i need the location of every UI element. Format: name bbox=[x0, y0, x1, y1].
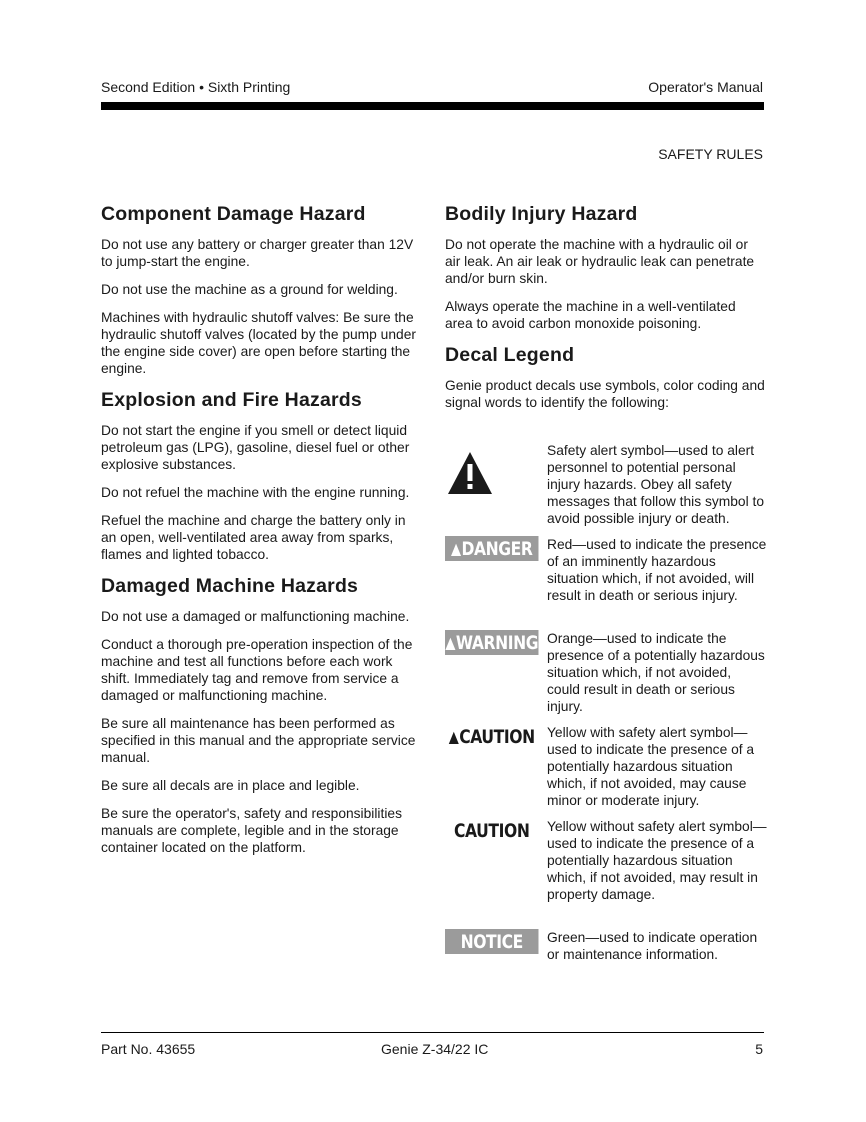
component-damage-p2: Do not use the machine as a ground for welding. bbox=[101, 282, 398, 297]
bodily-injury-heading: Bodily Injury Hazard bbox=[445, 203, 638, 225]
right-column bbox=[445, 202, 767, 962]
alert-triangle-icon: ▲ bbox=[450, 539, 461, 558]
alert-triangle-icon: ▲ bbox=[445, 633, 456, 652]
warning-badge bbox=[445, 630, 538, 655]
footer-page-number: 5 bbox=[755, 1041, 763, 1057]
caution-plain-badge-label: CAUTION bbox=[453, 819, 530, 842]
damaged-machine-p3: Be sure all maintenance has been performed as specified in this manual and the appropriate service manual. bbox=[101, 716, 416, 765]
decal-legend-heading: Decal Legend bbox=[445, 344, 575, 366]
header-edition: Second Edition • Sixth Printing bbox=[101, 79, 291, 95]
caution-badge-label: CAUTION bbox=[459, 725, 535, 748]
alert-triangle-icon: ▲ bbox=[448, 727, 459, 746]
notice-badge bbox=[445, 929, 538, 954]
left-column bbox=[101, 202, 423, 856]
decal-legend-list bbox=[445, 411, 767, 962]
explosion-fire-p2: Do not refuel the machine with the engine running. bbox=[101, 485, 410, 500]
damaged-machine-p5: Be sure the operator's, safety and responsibilities manuals are complete, legible and in the storage container located on the platform. bbox=[101, 806, 402, 855]
danger-badge-label: DANGER bbox=[461, 537, 533, 560]
header-manual-title: Operator's Manual bbox=[648, 79, 763, 95]
footer-rule bbox=[101, 1032, 764, 1033]
decal-item-danger bbox=[445, 536, 765, 622]
decal-item-caution-symbol bbox=[445, 724, 765, 810]
decal-text-safety-alert: Safety alert symbol—used to alert personnel to potential personal injury hazards. Obey all safety messages that follow this symbol to avoid possible injury or death. bbox=[547, 443, 765, 526]
decal-text-danger: Red—used to indicate the presence of an imminently hazardous situation which, if not avoided, will result in death or serious injury. bbox=[547, 537, 767, 603]
bodily-injury-p2: Always operate the machine in a well-ventilated area to avoid carbon monoxide poisoning. bbox=[445, 299, 736, 331]
damaged-machine-p4: Be sure all decals are in place and legible. bbox=[101, 778, 360, 793]
decal-item-safety-alert bbox=[445, 442, 765, 532]
component-damage-p3: Machines with hydraulic shutoff valves: Be sure the hydraulic shutoff valves (located by the pump under the engine side cover) are open before starting the engine. bbox=[101, 310, 416, 376]
warning-badge-label: WARNING bbox=[455, 631, 539, 654]
damaged-machine-heading: Damaged Machine Hazards bbox=[101, 575, 359, 597]
component-damage-heading: Component Damage Hazard bbox=[101, 203, 366, 225]
notice-badge-label: NOTICE bbox=[460, 930, 523, 953]
caution-badge bbox=[445, 724, 538, 749]
damaged-machine-p2: Conduct a thorough pre-operation inspection of the machine and test all functions before each work shift. Immediately tag and remove from service a damaged or malfunctioning machine. bbox=[101, 637, 413, 703]
danger-badge bbox=[445, 536, 538, 561]
decal-item-notice bbox=[445, 929, 765, 969]
section-label: SAFETY RULES bbox=[658, 146, 763, 162]
decal-legend-intro: Genie product decals use symbols, color coding and signal words to identify the following: bbox=[445, 378, 765, 410]
explosion-fire-heading: Explosion and Fire Hazards bbox=[101, 389, 362, 411]
decal-item-warning bbox=[445, 630, 765, 716]
explosion-fire-p3: Refuel the machine and charge the battery only in an open, well-ventilated area away from sparks, flames and lighted tobacco. bbox=[101, 513, 406, 562]
component-damage-p1: Do not use any battery or charger greater than 12V to jump-start the engine. bbox=[101, 237, 414, 269]
bodily-injury-p1: Do not operate the machine with a hydraulic oil or air leak. An air leak or hydraulic leak can penetrate and/or burn skin. bbox=[445, 237, 755, 286]
caution-plain-badge bbox=[445, 818, 538, 843]
decal-text-caution-plain: Yellow without safety alert symbol—used to indicate the presence of a potentially hazardous situation which, if not avoided, may result in property damage. bbox=[547, 819, 767, 902]
explosion-fire-p1: Do not start the engine if you smell or detect liquid petroleum gas (LPG), gasoline, diesel fuel or other explosive substances. bbox=[101, 423, 410, 472]
header-rule bbox=[101, 102, 764, 110]
footer-part-number: Part No. 43655 bbox=[101, 1041, 196, 1057]
decal-item-caution-plain bbox=[445, 818, 765, 918]
damaged-machine-p1: Do not use a damaged or malfunctioning machine. bbox=[101, 609, 410, 624]
safety-alert-icon bbox=[447, 451, 493, 500]
decal-text-caution-symbol: Yellow with safety alert symbol—used to indicate the presence of a potentially hazardous situation which, if not avoided, may cause minor or moderate injury. bbox=[547, 725, 755, 808]
footer-model: Genie Z-34/22 IC bbox=[381, 1041, 489, 1057]
decal-text-notice: Green—used to indicate operation or maintenance information. bbox=[547, 930, 758, 962]
decal-text-warning: Orange—used to indicate the presence of a potentially hazardous situation which, if not avoided, could result in death or serious injury. bbox=[547, 631, 765, 714]
